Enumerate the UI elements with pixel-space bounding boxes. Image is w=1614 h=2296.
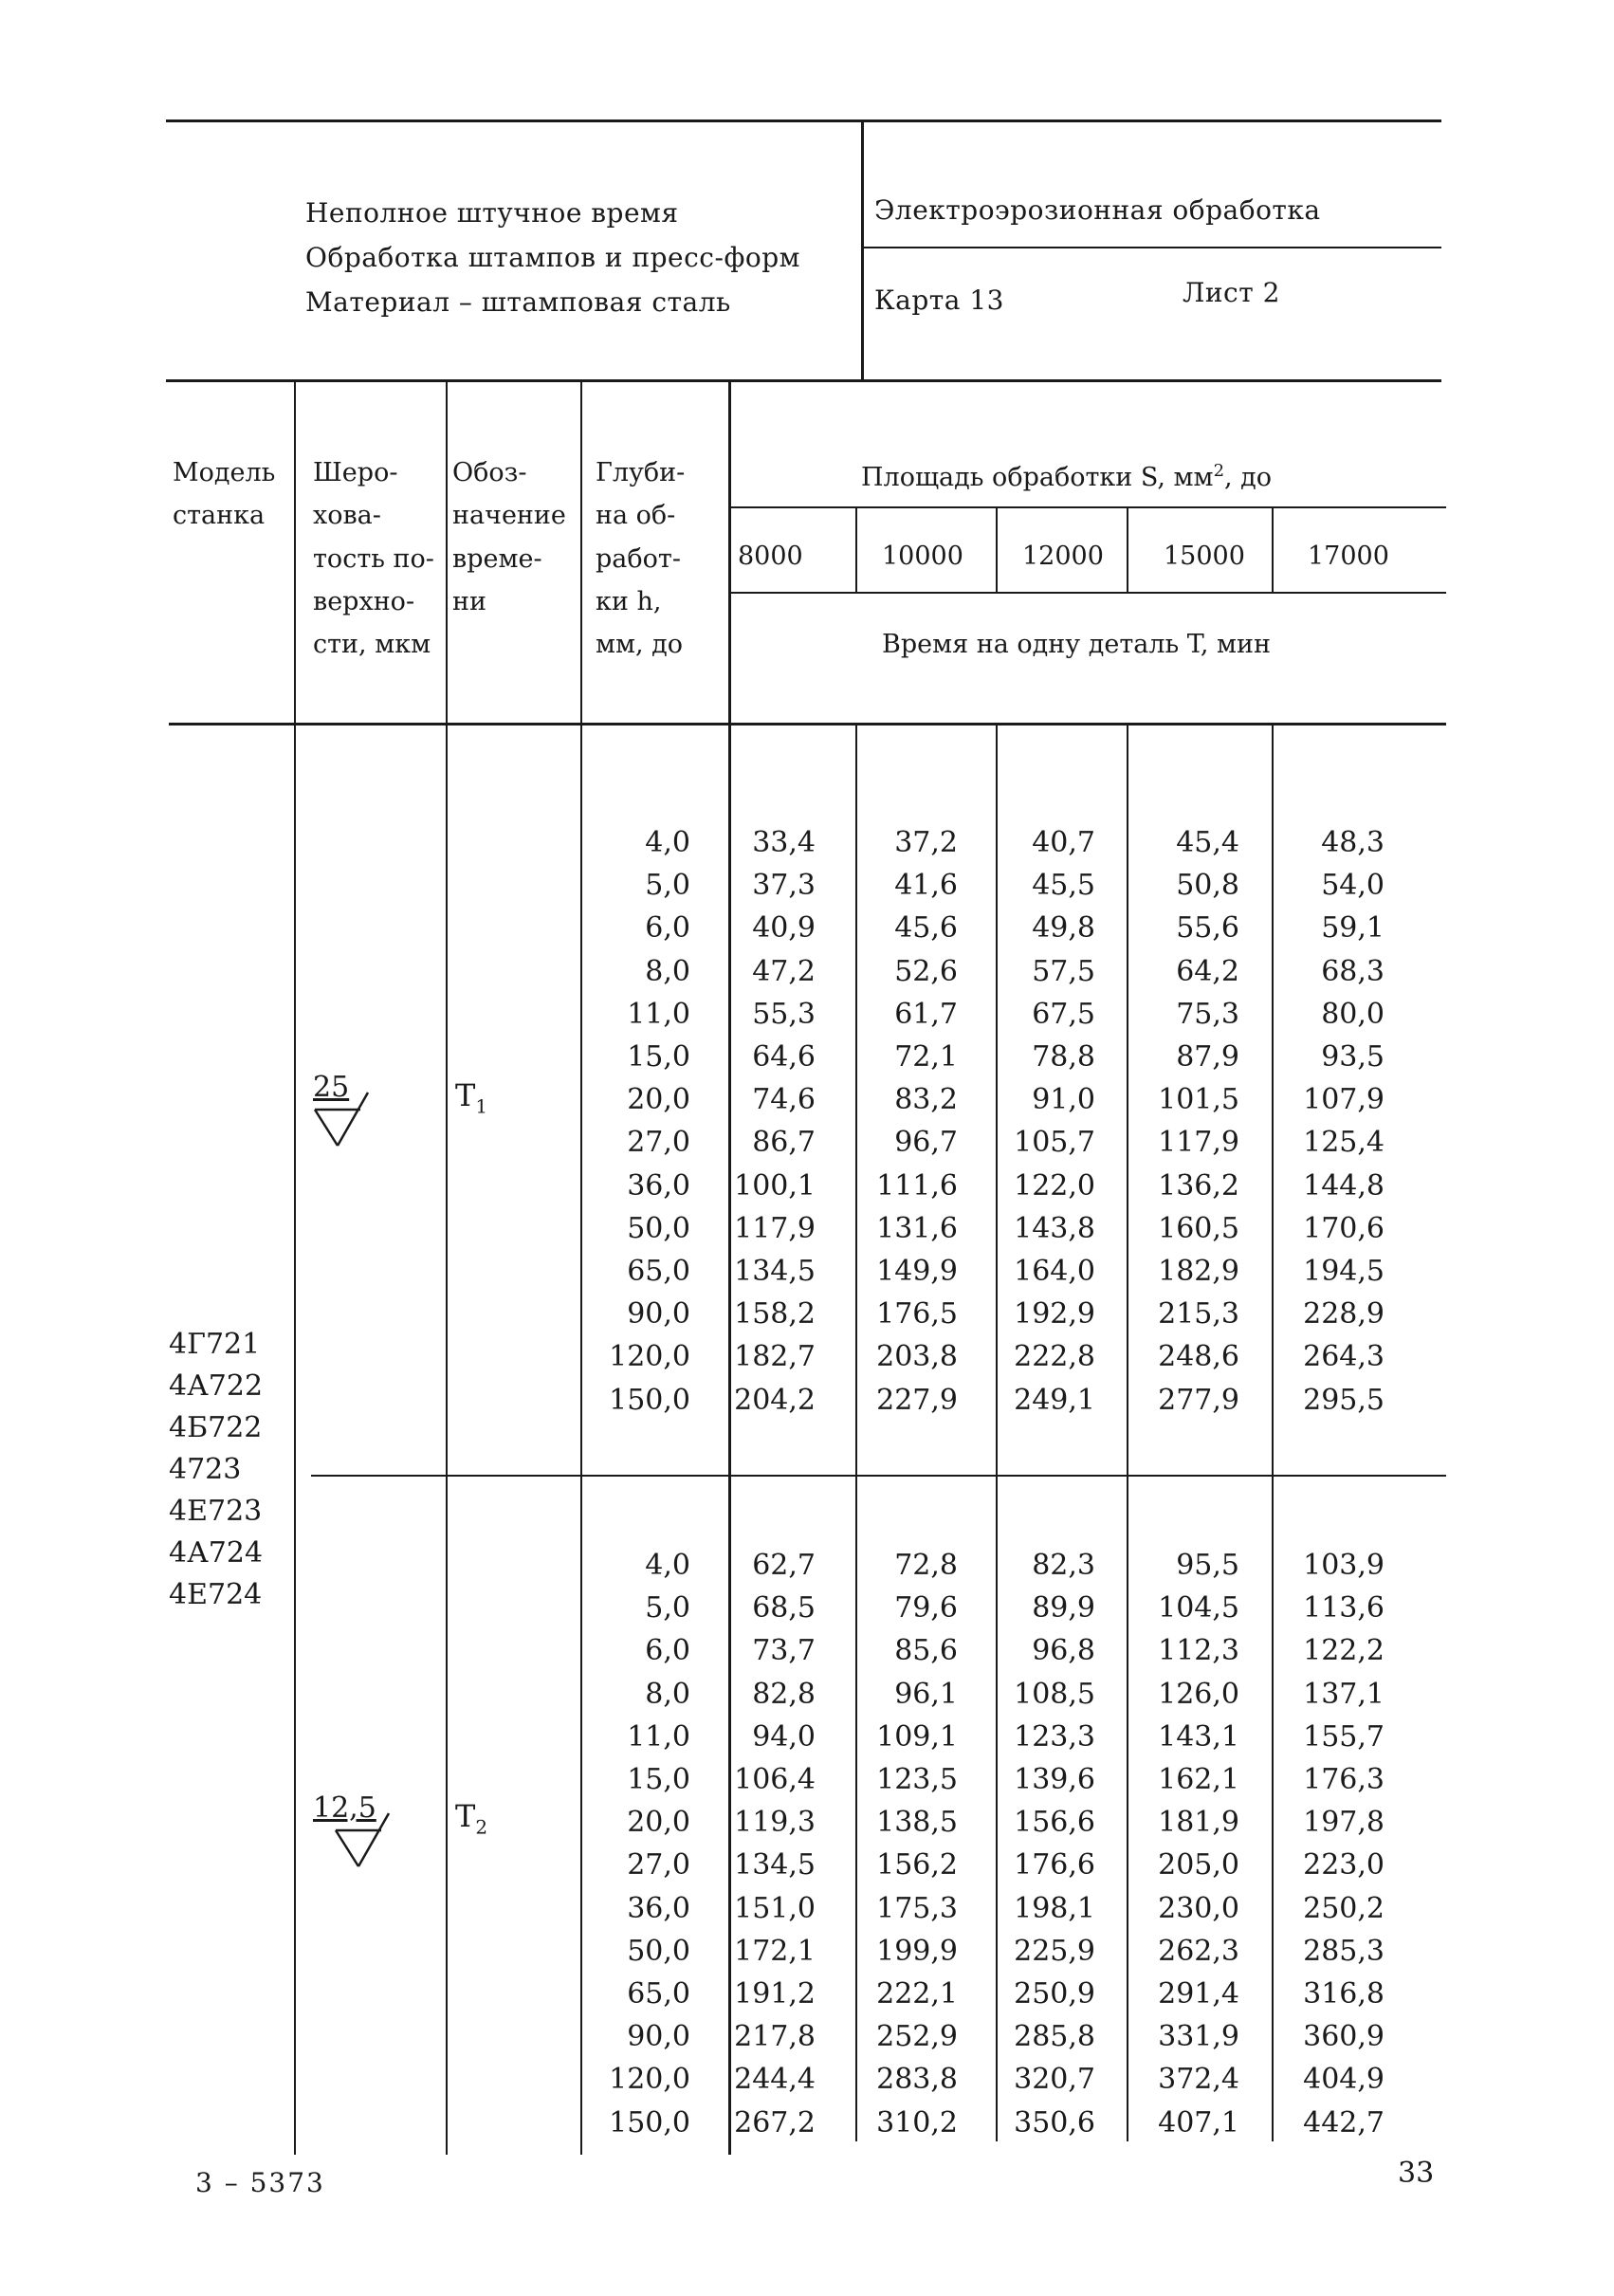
time-cell: 191,2 (734, 1977, 816, 2011)
time-cell: 54,0 (1321, 869, 1385, 902)
time-cell: 111,6 (876, 1169, 958, 1203)
header-designation-3: време- (452, 544, 542, 574)
rule-header-right-middle (863, 247, 1441, 248)
depth-cell: 50,0 (627, 1212, 690, 1245)
time-cell: 131,6 (876, 1212, 958, 1245)
header-left-line-2: Обработка штампов и пресс-форм (305, 242, 800, 273)
depth-cell: 20,0 (627, 1083, 690, 1116)
header-roughness-5: сти, мкм (313, 630, 431, 659)
roughness-value: 12,5 (313, 1791, 376, 1825)
rule-area-top (730, 506, 1446, 508)
model-item: 4Б722 (169, 1411, 263, 1444)
depth-cell: 20,0 (627, 1806, 690, 1839)
depth-cell: 36,0 (627, 1169, 690, 1203)
depth-cell: 6,0 (645, 911, 690, 945)
header-area-17000: 17000 (1308, 542, 1389, 571)
time-cell: 295,5 (1303, 1384, 1385, 1417)
header-roughness-1: Шеро- (313, 458, 398, 487)
time-cell: 91,0 (1032, 1083, 1095, 1116)
time-cell: 222,1 (876, 1977, 958, 2011)
time-cell: 172,1 (734, 1935, 816, 1968)
depth-cell: 11,0 (627, 1720, 690, 1754)
depth-cell: 15,0 (627, 1763, 690, 1796)
time-cell: 249,1 (1014, 1384, 1095, 1417)
model-item: 4А722 (169, 1369, 264, 1403)
time-cell: 119,3 (734, 1806, 816, 1839)
time-cell: 40,7 (1032, 826, 1095, 859)
time-cell: 250,2 (1303, 1892, 1385, 1925)
time-cell: 139,6 (1014, 1763, 1095, 1796)
time-cell: 117,9 (734, 1212, 816, 1245)
time-cell: 55,6 (1176, 911, 1239, 945)
time-cell: 82,3 (1032, 1549, 1095, 1582)
time-cell: 158,2 (734, 1297, 816, 1331)
time-cell: 48,3 (1321, 826, 1385, 859)
time-cell: 197,8 (1303, 1806, 1385, 1839)
time-cell: 47,2 (752, 955, 816, 988)
header-left-line-3: Материал – штамповая сталь (305, 286, 731, 318)
time-cell: 74,6 (752, 1083, 816, 1116)
rule-col-7-head (1127, 506, 1128, 594)
time-cell: 151,0 (734, 1892, 816, 1925)
header-designation-4: ни (452, 587, 486, 616)
time-cell: 156,2 (876, 1848, 958, 1882)
time-cell: 117,9 (1158, 1126, 1239, 1159)
time-cell: 64,6 (752, 1040, 816, 1074)
time-cell: 80,0 (1321, 998, 1385, 1031)
time-cell: 285,8 (1014, 2020, 1095, 2053)
time-cell: 277,9 (1158, 1384, 1239, 1417)
page-number: 33 (1398, 2157, 1435, 2190)
rule-header-vertical (861, 119, 864, 381)
rule-col-6-head (996, 506, 998, 594)
header-area-8000: 8000 (738, 542, 803, 571)
time-cell: 182,9 (1158, 1255, 1239, 1288)
header-designation-1: Обоз- (452, 458, 527, 487)
time-cell: 67,5 (1032, 998, 1095, 1031)
header-left-line-1: Неполное штучное время (305, 197, 679, 229)
time-cell: 203,8 (876, 1340, 958, 1373)
time-cell: 104,5 (1158, 1591, 1239, 1625)
rule-col-2 (446, 381, 448, 2155)
time-cell: 181,9 (1158, 1806, 1239, 1839)
time-cell: 59,1 (1321, 911, 1385, 945)
depth-cell: 90,0 (627, 1297, 690, 1331)
time-cell: 360,9 (1303, 2020, 1385, 2053)
roughness-value: 25 (313, 1071, 350, 1104)
header-roughness-2: хова- (313, 501, 381, 530)
header-roughness-3: тость по- (313, 544, 434, 574)
header-model-2: станка (173, 501, 266, 530)
header-time-title: Время на одну деталь T, мин (882, 630, 1272, 659)
time-cell: 291,4 (1158, 1977, 1239, 2011)
time-cell: 40,9 (752, 911, 816, 945)
time-cell: 103,9 (1303, 1549, 1385, 1582)
model-item: 4Е723 (169, 1495, 263, 1528)
sheet-number: Лист 2 (1183, 277, 1280, 308)
time-cell: 176,3 (1303, 1763, 1385, 1796)
time-cell: 316,8 (1303, 1977, 1385, 2011)
time-cell: 79,6 (894, 1591, 958, 1625)
time-cell: 230,0 (1158, 1892, 1239, 1925)
time-cell: 143,8 (1014, 1212, 1095, 1245)
time-cell: 252,9 (876, 2020, 958, 2053)
time-cell: 108,5 (1014, 1678, 1095, 1711)
time-cell: 106,4 (734, 1763, 816, 1796)
rule-block-separator (311, 1475, 1446, 1477)
time-cell: 285,3 (1303, 1935, 1385, 1968)
time-cell: 204,2 (734, 1384, 816, 1417)
header-model-1: Модель (173, 458, 276, 487)
time-cell: 215,3 (1158, 1297, 1239, 1331)
footer-code: 3 – 5373 (195, 2167, 325, 2198)
depth-cell: 27,0 (627, 1848, 690, 1882)
depth-cell: 8,0 (645, 955, 690, 988)
time-cell: 41,6 (894, 869, 958, 902)
time-cell: 175,3 (876, 1892, 958, 1925)
time-cell: 68,3 (1321, 955, 1385, 988)
time-cell: 95,5 (1176, 1549, 1239, 1582)
time-cell: 160,5 (1158, 1212, 1239, 1245)
time-cell: 372,4 (1158, 2063, 1239, 2096)
time-cell: 45,4 (1176, 826, 1239, 859)
time-cell: 75,3 (1176, 998, 1239, 1031)
depth-cell: 5,0 (645, 869, 690, 902)
time-cell: 320,7 (1014, 2063, 1095, 2096)
time-cell: 96,7 (894, 1126, 958, 1159)
time-cell: 222,8 (1014, 1340, 1095, 1373)
depth-cell: 8,0 (645, 1678, 690, 1711)
time-cell: 228,9 (1303, 1297, 1385, 1331)
time-cell: 225,9 (1014, 1935, 1095, 1968)
depth-cell: 65,0 (627, 1255, 690, 1288)
header-designation-2: начение (452, 501, 566, 530)
time-cell: 244,4 (734, 2063, 816, 2096)
time-cell: 37,2 (894, 826, 958, 859)
depth-cell: 36,0 (627, 1892, 690, 1925)
time-cell: 176,6 (1014, 1848, 1095, 1882)
depth-cell: 90,0 (627, 2020, 690, 2053)
time-cell: 136,2 (1158, 1169, 1239, 1203)
depth-cell: 120,0 (609, 2063, 690, 2096)
model-item: 4723 (169, 1453, 242, 1486)
time-cell: 55,3 (752, 998, 816, 1031)
time-cell: 64,2 (1176, 955, 1239, 988)
depth-cell: 27,0 (627, 1126, 690, 1159)
time-cell: 155,7 (1303, 1720, 1385, 1754)
time-cell: 45,6 (894, 911, 958, 945)
header-area-12000: 12000 (1022, 542, 1104, 571)
time-cell: 310,2 (876, 2106, 958, 2140)
time-cell: 144,8 (1303, 1169, 1385, 1203)
header-depth-2: на об- (596, 501, 676, 530)
time-cell: 442,7 (1303, 2106, 1385, 2140)
depth-cell: 150,0 (609, 2106, 690, 2140)
time-cell: 217,8 (734, 2020, 816, 2053)
time-cell: 68,5 (752, 1591, 816, 1625)
depth-cell: 5,0 (645, 1591, 690, 1625)
depth-cell: 6,0 (645, 1634, 690, 1667)
time-cell: 50,8 (1176, 869, 1239, 902)
header-roughness-4: верхно- (313, 587, 415, 616)
time-cell: 105,7 (1014, 1126, 1095, 1159)
header-area-title: Площадь обработки S, $мм^2$, до (861, 461, 1273, 492)
time-cell: 223,0 (1303, 1848, 1385, 1882)
time-cell: 125,4 (1303, 1126, 1385, 1159)
rule-top (166, 119, 1441, 122)
time-cell: 96,8 (1032, 1634, 1095, 1667)
header-depth-4: ки h, (596, 587, 662, 616)
time-cell: 100,1 (734, 1169, 816, 1203)
roughness-triangle-icon (311, 1089, 370, 1157)
time-cell: 192,9 (1014, 1297, 1095, 1331)
time-cell: 149,9 (876, 1255, 958, 1288)
rule-header-bottom (166, 379, 1441, 382)
time-cell: 262,3 (1158, 1935, 1239, 1968)
model-item: 4Е724 (169, 1578, 263, 1611)
time-cell: 49,8 (1032, 911, 1095, 945)
rule-table-header-bottom (169, 723, 1446, 726)
time-cell: 176,5 (876, 1297, 958, 1331)
rule-col-8-head (1272, 506, 1274, 594)
time-cell: 86,7 (752, 1126, 816, 1159)
time-cell: 123,5 (876, 1763, 958, 1796)
process-title: Электроэрозионная обработка (874, 194, 1321, 226)
header-depth-1: Глуби- (596, 458, 686, 487)
time-cell: 227,9 (876, 1384, 958, 1417)
roughness-triangle-icon (332, 1809, 391, 1878)
time-cell: 57,5 (1032, 955, 1095, 988)
time-cell: 198,1 (1014, 1892, 1095, 1925)
time-cell: 123,3 (1014, 1720, 1095, 1754)
rule-col-5-head (855, 506, 857, 594)
time-cell: 85,6 (894, 1634, 958, 1667)
header-area-10000: 10000 (882, 542, 963, 571)
depth-cell: 15,0 (627, 1040, 690, 1074)
depth-cell: 4,0 (645, 826, 690, 859)
time-cell: 407,1 (1158, 2106, 1239, 2140)
depth-cell: 50,0 (627, 1935, 690, 1968)
depth-cell: 4,0 (645, 1549, 690, 1582)
depth-cell: 150,0 (609, 1384, 690, 1417)
time-cell: 250,9 (1014, 1977, 1095, 2011)
time-cell: 137,1 (1303, 1678, 1385, 1711)
time-cell: 138,5 (876, 1806, 958, 1839)
time-cell: 134,5 (734, 1848, 816, 1882)
time-cell: 61,7 (894, 998, 958, 1031)
time-cell: 122,0 (1014, 1169, 1095, 1203)
depth-cell: 120,0 (609, 1340, 690, 1373)
time-cell: 52,6 (894, 955, 958, 988)
header-depth-5: мм, до (596, 630, 684, 659)
time-cell: 331,9 (1158, 2020, 1239, 2053)
time-cell: 73,7 (752, 1634, 816, 1667)
time-cell: 182,7 (734, 1340, 816, 1373)
time-cell: 89,9 (1032, 1591, 1095, 1625)
model-item: 4А724 (169, 1536, 264, 1570)
time-cell: 122,2 (1303, 1634, 1385, 1667)
time-cell: 109,1 (876, 1720, 958, 1754)
time-cell: 33,4 (752, 826, 816, 859)
time-cell: 350,6 (1014, 2106, 1095, 2140)
time-cell: 248,6 (1158, 1340, 1239, 1373)
time-cell: 93,5 (1321, 1040, 1385, 1074)
time-cell: 264,3 (1303, 1340, 1385, 1373)
time-cell: 134,5 (734, 1255, 816, 1288)
model-item: 4Г721 (169, 1328, 261, 1361)
time-cell: 96,1 (894, 1678, 958, 1711)
time-cell: 72,8 (894, 1549, 958, 1582)
time-cell: 82,8 (752, 1678, 816, 1711)
time-cell: 94,0 (752, 1720, 816, 1754)
time-cell: 113,6 (1303, 1591, 1385, 1625)
time-cell: 194,5 (1303, 1255, 1385, 1288)
depth-cell: 11,0 (627, 998, 690, 1031)
card-number: Карта 13 (874, 285, 1004, 316)
time-cell: 78,8 (1032, 1040, 1095, 1074)
time-cell: 267,2 (734, 2106, 816, 2140)
time-cell: 107,9 (1303, 1083, 1385, 1116)
time-cell: 83,2 (894, 1083, 958, 1116)
time-cell: 72,1 (894, 1040, 958, 1074)
header-depth-3: работ- (596, 544, 681, 574)
rule-area-bottom (730, 592, 1446, 594)
time-cell: 143,1 (1158, 1720, 1239, 1754)
time-cell: 404,9 (1303, 2063, 1385, 2096)
time-cell: 283,8 (876, 2063, 958, 2096)
time-cell: 37,3 (752, 869, 816, 902)
time-cell: 62,7 (752, 1549, 816, 1582)
designation-t1: $T_1$ (455, 1077, 488, 1118)
header-area-15000: 15000 (1164, 542, 1245, 571)
time-cell: 164,0 (1014, 1255, 1095, 1288)
depth-cell: 65,0 (627, 1977, 690, 2011)
time-cell: 126,0 (1158, 1678, 1239, 1711)
time-cell: 45,5 (1032, 869, 1095, 902)
designation-t2: $T_2$ (455, 1798, 488, 1839)
time-cell: 162,1 (1158, 1763, 1239, 1796)
rule-col-1 (294, 381, 296, 2155)
time-cell: 101,5 (1158, 1083, 1239, 1116)
time-cell: 199,9 (876, 1935, 958, 1968)
time-cell: 112,3 (1158, 1634, 1239, 1667)
time-cell: 170,6 (1303, 1212, 1385, 1245)
time-cell: 156,6 (1014, 1806, 1095, 1839)
time-cell: 205,0 (1158, 1848, 1239, 1882)
time-cell: 87,9 (1176, 1040, 1239, 1074)
